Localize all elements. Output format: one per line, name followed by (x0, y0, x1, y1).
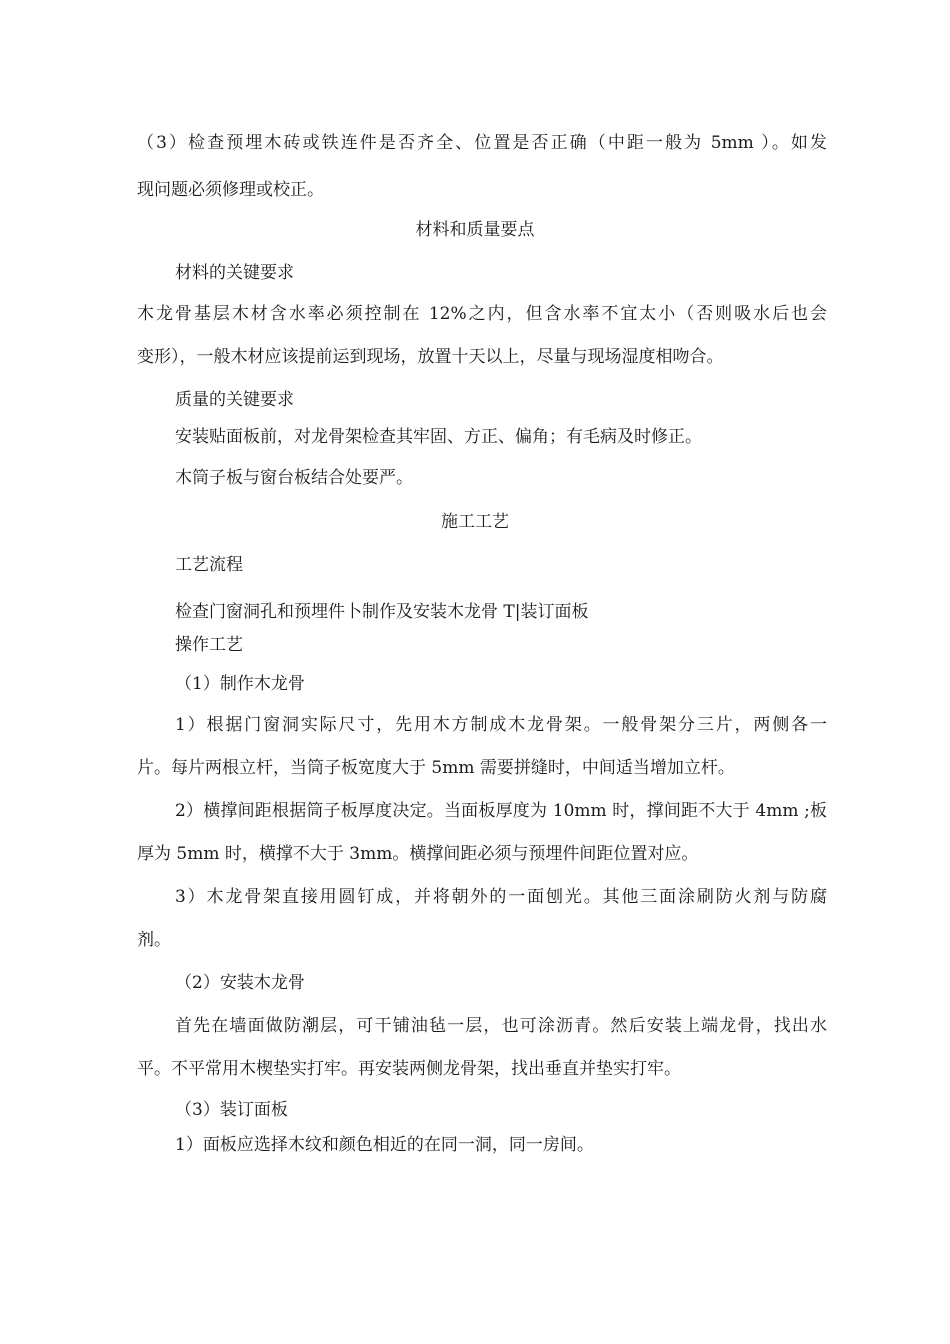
step1-item1-line2: 片。每片两根立杆，当筒子板宽度大于 5mm 需要拼缝时，中间适当增加立杆。 (137, 758, 735, 778)
process-flow-text: 检查门窗洞孔和预埋件卜制作及安装木龙骨 T|装订面板 (175, 602, 589, 622)
step1-item2-line1: 2）横撑间距根据筒子板厚度决定。当面板厚度为 10mm 时，撑间距不大于 4mm ;板 (175, 801, 827, 821)
subheading-material-requirements: 材料的关键要求 (175, 263, 294, 283)
subheading-process-flow: 工艺流程 (175, 555, 243, 575)
step1-item3-line1: 3）木龙骨架直接用圆钉成，并将朝外的一面刨光。其他三面涂刷防火剂与防腐 (175, 887, 827, 907)
paragraph-inspect-line2: 现问题必须修理或校正。 (137, 180, 324, 200)
subheading-operation: 操作工艺 (175, 635, 243, 655)
paragraph-moisture-line1: 木龙骨基层木材含水率必须控制在 12%之内，但含水率不宜太小（否则吸水后也会 (137, 304, 827, 324)
step1-item2-line2: 厚为 5mm 时，横撑不大于 3mm。横撑间距必须与预埋件间距位置对应。 (137, 844, 699, 864)
subheading-quality-requirements: 质量的关键要求 (175, 390, 294, 410)
step2-paragraph-line1: 首先在墙面做防潮层，可干铺油毡一层，也可涂沥青。然后安装上端龙骨，找出水 (175, 1016, 827, 1036)
step2-title: （2）安装木龙骨 (175, 973, 305, 993)
step1-title: （1）制作木龙骨 (175, 674, 305, 694)
step3-item1: 1）面板应选择木纹和颜色相近的在同一洞，同一房间。 (175, 1135, 594, 1155)
paragraph-frame-check: 安装贴面板前，对龙骨架检查其牢固、方正、偏角；有毛病及时修正。 (175, 427, 702, 447)
step1-item3-line2: 剂。 (137, 930, 171, 950)
paragraph-joint: 木筒子板与窗台板结合处要严。 (175, 468, 413, 488)
paragraph-inspect-line1: （3）检查预埋木砖或铁连件是否齐全、位置是否正确（中距一般为 5mm ）。如发 (137, 133, 827, 153)
step2-paragraph-line2: 平。不平常用木楔垫实打牢。再安装两侧龙骨架，找出垂直并垫实打牢。 (137, 1059, 681, 1079)
step3-title: （3）装订面板 (175, 1100, 288, 1120)
section-heading-process: 施工工艺 (441, 512, 509, 532)
section-heading-materials: 材料和质量要点 (415, 220, 535, 240)
paragraph-moisture-line2: 变形），一般木材应该提前运到现场，放置十天以上，尽量与现场湿度相吻合。 (137, 347, 724, 367)
step1-item1-line1: 1）根据门窗洞实际尺寸，先用木方制成木龙骨架。一般骨架分三片，两侧各一 (175, 715, 827, 735)
